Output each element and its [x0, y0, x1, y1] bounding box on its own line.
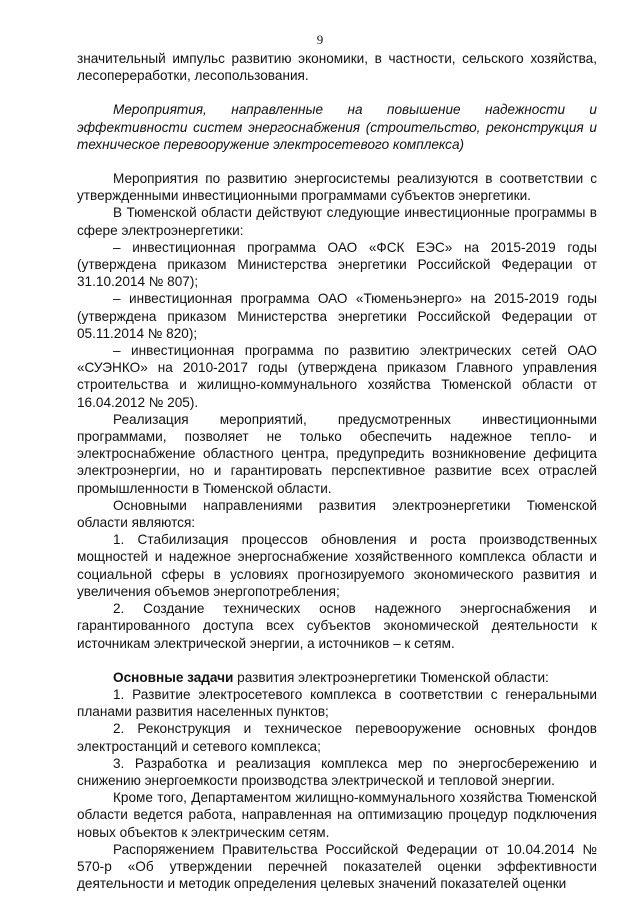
paragraph-implementation: Реализация мероприятий, предусмотренных инвестиционными программами, позволяет не только обеспечить надежное тепло- и электроснабжение областного центра, предупредить возникновение дефицита электроэнергии, но и гарантировать перспективное развитие всех отраслей промышленности в Тюменской области.	[77, 411, 597, 496]
task-item-1: 1. Развитие электросетевого комплекса в соответствии с генеральными планами развития населенных пунктов;	[77, 686, 597, 720]
document-body	[77, 50, 597, 892]
section-heading: Мероприятия, направленные на повышение надежности и эффективности систем энергоснабжения (строительство, реконструкция и техническое перевооружение электросетевого комплекса)	[77, 102, 597, 152]
task-item-2: 2. Реконструкция и техническое перевооружение основных фондов электростанций и сетевого комплекса;	[77, 721, 597, 754]
paragraph-government-order: Распоряжением Правительства Российской Федерации от 10.04.2014 № 570-р «Об утверждении перечней показателей оценки эффективности деятельности и методик определения целевых значений показателей оценки	[77, 841, 597, 892]
task-item-3: 3. Разработка и реализация комплекса мер по энергосбережению и снижению энергоемкости производства электрической и тепловой энергии.	[77, 755, 597, 788]
paragraph-programs-intro: В Тюменской области действуют следующие инвестиционные программы в сфере электроэнергетики:	[77, 205, 597, 238]
program-item-suenko: – инвестиционная программа по развитию электрических сетей ОАО «СУЭНКО» на 2010-2017 годы (утверждена приказом Главного управления строительства и жилищно-коммунального хозяйства Тюменской области от 16.04.2012 № 205).	[77, 343, 597, 410]
intro-continuation: значительный импульс развитию экономики, в частности, сельского хозяйства, лесопереработки, лесопользования.	[77, 51, 597, 84]
tasks-heading	[77, 669, 597, 686]
paragraph-energy-system: Мероприятия по развитию энергосистемы реализуются в соответствии с утвержденными инвестиционными программами субъектов энергетики.	[77, 171, 597, 204]
direction-item-2: 2. Создание технических основ надежного энергоснабжения и гарантированного доступа всех субъектов экономической деятельности к источникам электрической энергии, а источников – к сетям.	[77, 601, 597, 651]
tasks-heading-bold: Основные задачи	[113, 669, 234, 685]
tasks-heading-rest: развития электроэнергетики Тюменской области:	[233, 669, 549, 685]
program-item-tyumenenergo: – инвестиционная программа ОАО «Тюменьэнерго» на 2015-2019 годы (утверждена приказом Министерства энергетики Российской Федерации от 05.11.2014 № 820);	[77, 291, 597, 341]
page-number: 9	[316, 32, 324, 47]
direction-item-1: 1. Стабилизация процессов обновления и роста производственных мощностей и надежное энергоснабжение хозяйственного комплекса области и социальной сферы в условиях прогнозируемого экономического развития и увеличения объемов энергопотребления;	[77, 532, 597, 599]
program-item-fsk: – инвестиционная программа ОАО «ФСК ЕЭС» на 2015-2019 годы (утверждена приказом Министерства энергетики Российской Федерации от 31.10.2014 № 807);	[77, 239, 597, 290]
paragraph-department: Кроме того, Департаментом жилищно-коммунального хозяйства Тюменской области ведется работа, направленная на оптимизацию процедур подключения новых объектов к электрическим сетям.	[77, 790, 597, 840]
paragraph-directions-intro: Основными направлениями развития электроэнергетики Тюменской области являются:	[77, 497, 597, 531]
